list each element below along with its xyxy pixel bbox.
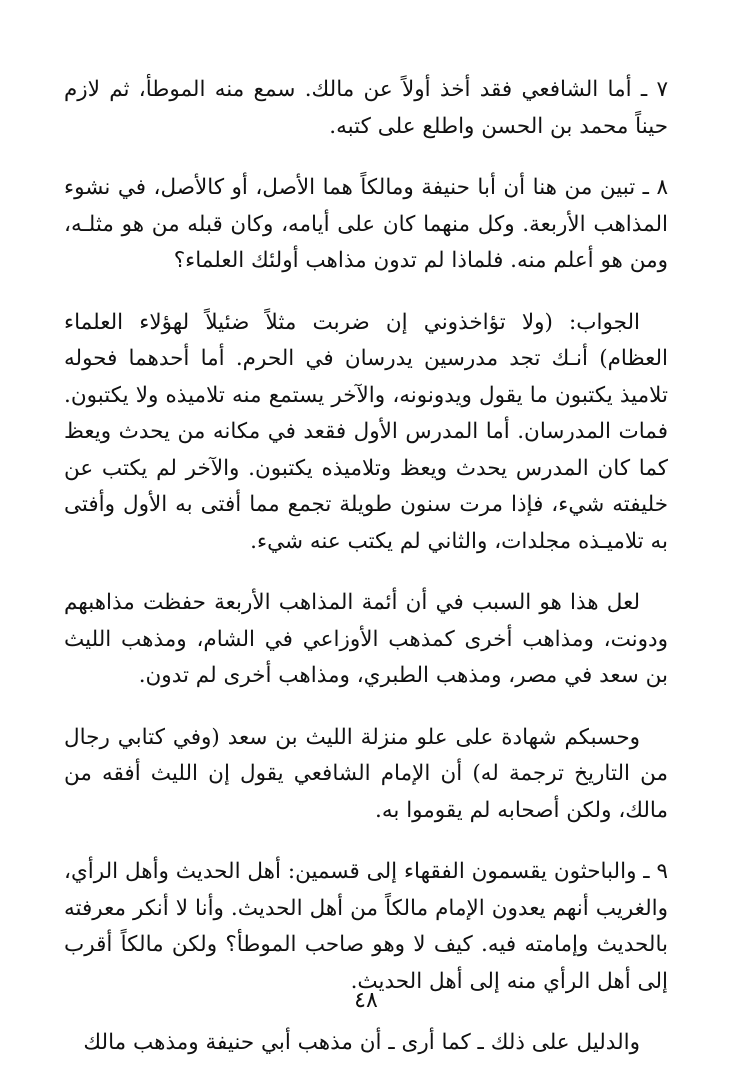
page-body [64,72,668,1087]
paragraph-answer: الجواب: (ولا تؤاخذوني إن ضربت مثلاً ضئيلاً لهؤلاء العلماء العظام) أنـك تجد مدرسين يدرسان في الحرم. أما أحدهما فحوله تلاميذ يكتبون ما يقول ويدونونه، والآخر يستمع منه تلاميذه ولا يكتبون. فمات المدرسان. أما المدرس الأول فقعد في مكانه من يحدث ويعظ كما كان المدرس يحدث ويعظ وتلاميذه يكتبون. والآخر لم يكتب عن خليفته شيء، فإذا مرت سنون طويلة تجمع مما أفتى به الأول وأفتى به تلاميـذه مجلدات، والثاني لم يكتب عنه شيء. [64,309,668,554]
paragraph-layth: وحسبكم شهادة على علو منزلة الليث بن سعد (وفي كتابي رجال من التاريخ ترجمة له) أن الإمام الشافعي يقول إن الليث أفقه من مالك، ولكن أصحابه لم يقوموا به. [64,724,668,823]
page-number: ٤٨ [354,988,378,1013]
paragraph-reason: لعل هذا هو السبب في أن أئمة المذاهب الأربعة حفظت مذاهبهم ودونت، ومذاهب أخرى كمذهب الأوزاعي في الشام، ومذهب الليث بن سعد في مصر، ومذهب الطبري، ومذاهب أخرى لم تدون. [64,590,668,688]
paragraph-9: ٩ ـ والباحثون يقسمون الفقهاء إلى قسمين: أهل الحديث وأهل الرأي، والغريب أنهم يعدون الإمام مالكاً من أهل الحديث. وأنا لا أنكر معرفته بالحديث وإمامته فيه. كيف لا وهو صاحب الموطأ؟ ولكن مالكاً أقرب إلى أهل الرأي منه إلى أهل الحديث. [64,859,668,994]
paragraph-evidence: والدليل على ذلك ـ كما أرى ـ أن مذهب أبي حنيفة ومذهب مالك [83,1030,640,1055]
paragraph-7: ٧ ـ أما الشافعي فقد أخذ أولاً عن مالك. سمع منه الموطأ، ثم لازم حيناً محمد بن الحسن واطلع على كتبه. [64,77,668,139]
paragraph-8: ٨ ـ تبين من هنا أن أبا حنيفة ومالكاً هما الأصل، أو كالأصل، في نشوء المذاهب الأربعة. وكل منهما كان على أيامه، وكان قبله من هو مثلـه، ومن هو أعلم منه. فلماذا لم تدون مذاهب أولئك العلماء؟ [64,175,668,273]
